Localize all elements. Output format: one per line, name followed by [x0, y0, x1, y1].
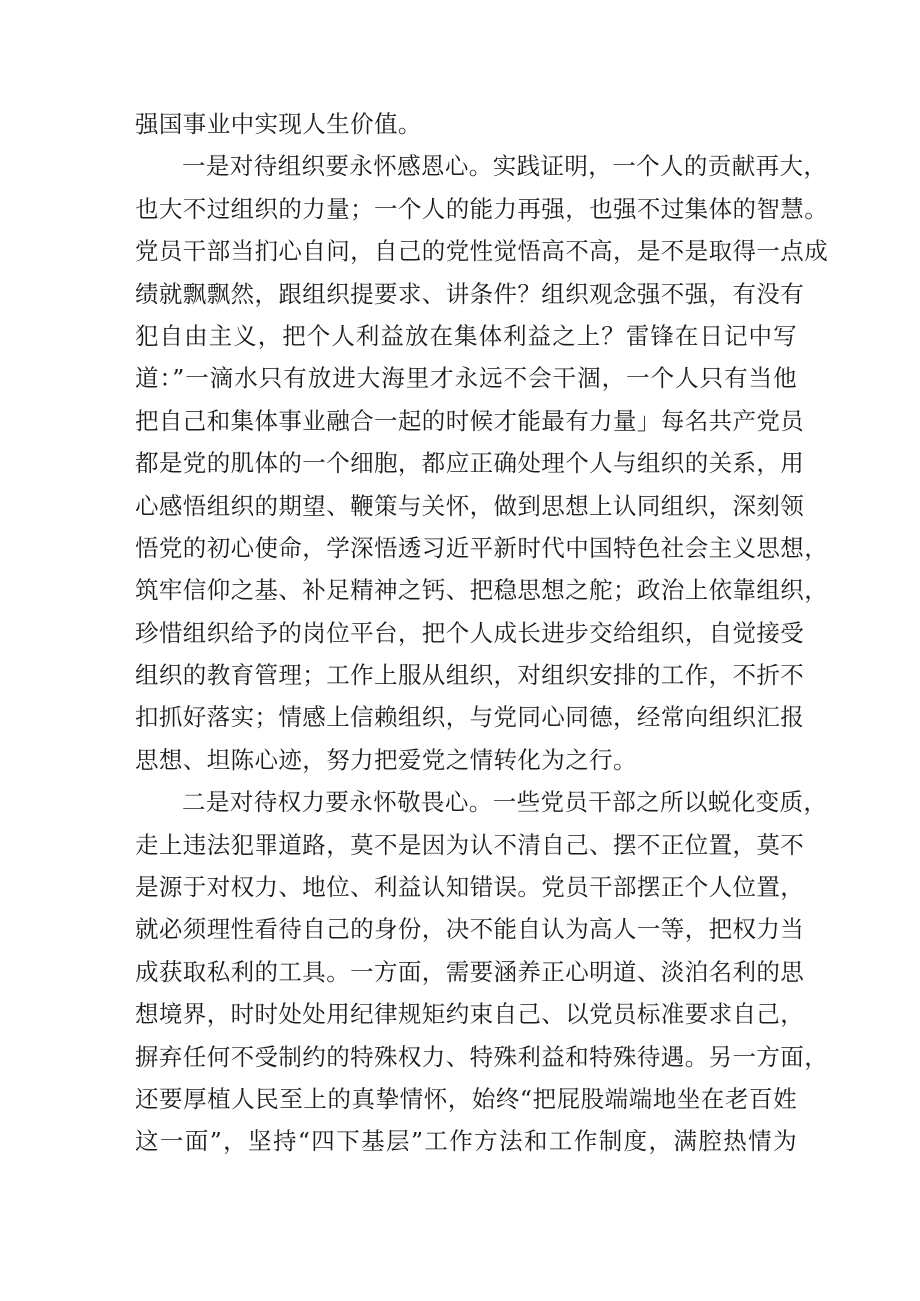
text-line: 犯自由主义，把个人利益放在集体利益之上？雷锋在日记中写 — [135, 321, 797, 350]
text-line: 也大不过组织的力量；一个人的能力再强，也强不过集体的智慧。 — [135, 194, 829, 223]
text-line: 还要厚植人民至上的真挚情怀，始终“把屁股端端地坐在老百姓 — [135, 1084, 797, 1113]
text-line: 强国事业中实现人生价值。 — [135, 110, 422, 138]
text-line: 把自己和集体事业融合一起的时候才能最有力量」每名共产党员 — [135, 406, 805, 435]
text-line: 思想、坦陈心迹，努力把爱党之情转化为之行。 — [135, 745, 637, 774]
text-line: 珍惜组织给予的岗位平台，把个人成长进步交给组织，自觉接受 — [135, 618, 805, 647]
paragraph-first-line: 一是对待组织要永怀感恩心。实践证明，一个人的贡献再大， — [182, 152, 828, 181]
text-line: 走上违法犯罪道路，莫不是因为认不清自己、摆不正位置，莫不 — [135, 830, 805, 859]
text-line: 悟党的初心使命，学深悟透习近平新时代中国特色社会主义思想， — [135, 533, 829, 562]
text-line: 就必须理性看待自己的身份，决不能自认为高人一等，把权力当 — [135, 915, 805, 944]
text-line: 组织的教育管理；工作上服从组织，对组织安排的工作，不折不 — [135, 661, 805, 690]
text-line: 心感悟组织的期望、鞭策与关怀，做到思想上认同组织，深刻领 — [135, 491, 805, 520]
body-text — [135, 103, 829, 1163]
text-line: 是源于对权力、地位、利益认知错误。党员干部摆正个人位置， — [135, 873, 805, 902]
paragraph-first-line: 二是对待权力要永怀敬畏心。一些党员干部之所以蜕化变质， — [182, 788, 828, 817]
text-line: 扣抓好落实；情感上信赖组织，与党同心同德，经常向组织汇报 — [135, 703, 805, 732]
text-line: 成获取私利的工具。一方面，需要涵养正心明道、淡泊名利的思 — [135, 957, 805, 986]
text-line: 这一面”，坚持“四下基层”工作方法和工作制度，满腔热情为 — [135, 1127, 797, 1156]
text-line: 想境界，时时处处用纪律规矩约束自己、以党员标准要求自己， — [135, 1000, 805, 1029]
text-line: 道：”一滴水只有放进大海里才永远不会干涸，一个人只有当他 — [135, 364, 797, 393]
text-line: 党员干部当扪心自问，自己的党性觉悟高不高，是不是取得一点成 — [135, 237, 829, 266]
text-line: 筑牢信仰之基、补足精神之钙、把稳思想之舵；政治上依靠组织， — [135, 576, 829, 605]
text-line: 摒弃任何不受制约的特殊权力、特殊利益和特殊待遇。另一方面， — [135, 1042, 829, 1071]
text-line: 绩就飘飘然，跟组织提要求、讲条件？组织观念强不强，有没有 — [135, 279, 805, 308]
text-line: 都是党的肌体的一个细胞，都应正确处理个人与组织的关系，用 — [135, 449, 805, 478]
